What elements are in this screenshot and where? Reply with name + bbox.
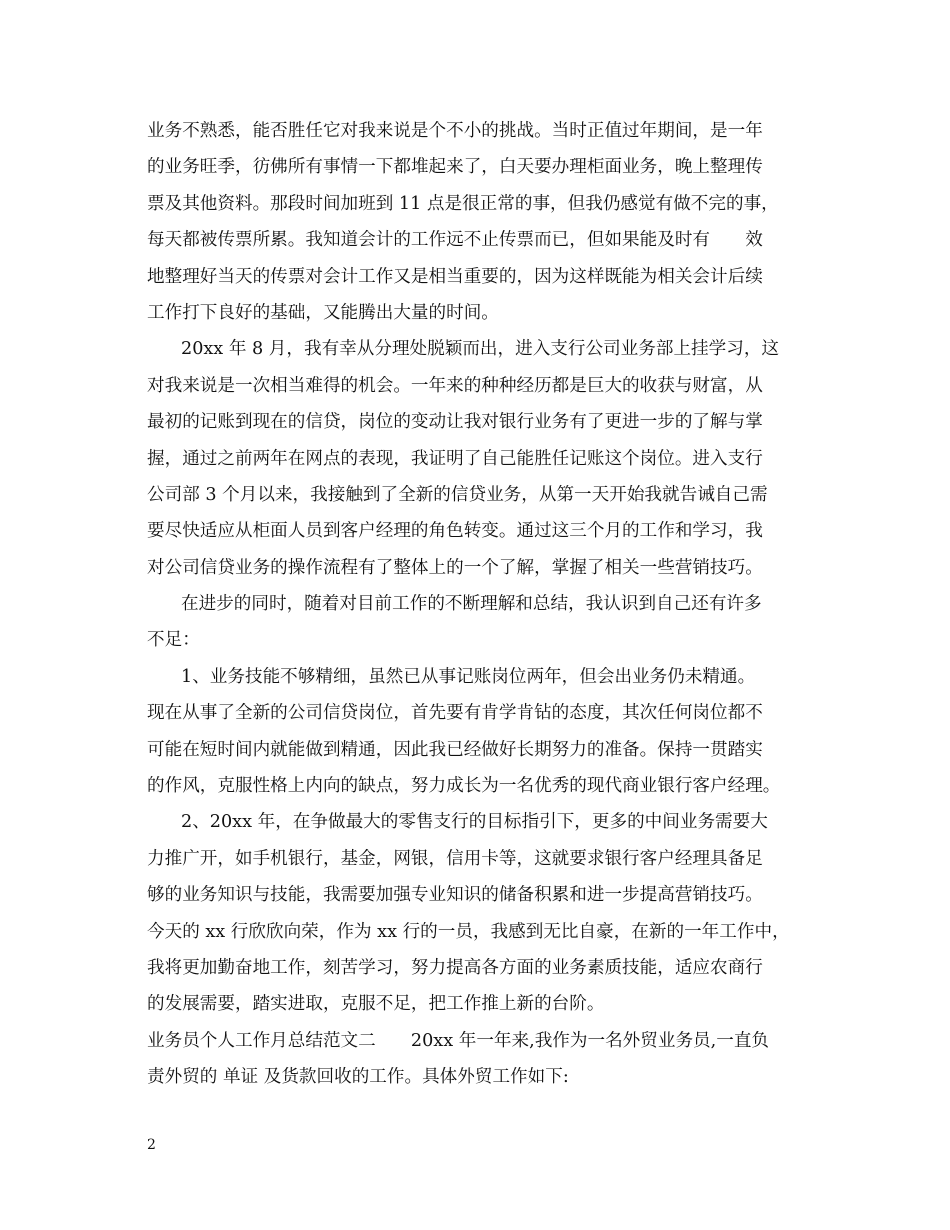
text-line: 的业务旺季，彷佛所有事情一下都堆起来了，白天要办理柜面业务，晚上整理传 bbox=[147, 157, 763, 178]
text-line: 的作风，克服性格上内向的缺点，努力成长为一名优秀的现代商业银行客户经理。 bbox=[147, 776, 781, 797]
text-line: 可能在短时间内就能做到精通，因此我已经做好长期努力的准备。保持一贯踏实 bbox=[147, 739, 763, 760]
text-line: 票及其他资料。那段时间加班到 11 点是很正常的事，但我仍感觉有做不完的事， bbox=[147, 193, 779, 214]
text-line: 力推广开，如手机银行，基金，网银，信用卡等，这就要求银行客户经理具备足 bbox=[147, 848, 763, 869]
text-line: 业务不熟悉，能否胜任它对我来说是个不小的挑战。当时正值过年期间，是一年 bbox=[147, 121, 763, 141]
text-line: 20xx 年 8 月，我有幸从分理处脱颖而出，进入支行公司业务部上挂学习，这 bbox=[181, 339, 780, 360]
text-line: 的发展需要，踏实进取，克服不足，把工作推上新的台阶。 bbox=[147, 994, 605, 1015]
text-line: 够的业务知识与技能，我需要加强专业知识的储备积累和进一步提高营销技巧。 bbox=[147, 885, 763, 906]
text-line: 握，通过之前两年在网点的表现，我证明了自己能胜任记账这个岗位。进入支行 bbox=[147, 448, 763, 469]
text-line: 最初的记账到现在的信贷，岗位的变动让我对银行业务有了更进一步的了解与掌 bbox=[147, 412, 763, 433]
text-line: 每天都被传票所累。我知道会计的工作远不止传票而已，但如果能及时有 效 bbox=[147, 230, 763, 251]
text-line: 公司部 3 个月以来，我接触到了全新的信贷业务，从第一天开始我就告诫自己需 bbox=[147, 484, 768, 505]
text-line: 现在从事了全新的公司信贷岗位，首先要有肯学肯钻的态度，其次任何岗位都不 bbox=[147, 703, 763, 724]
text-line: 地整理好当天的传票对会计工作又是相当重要的，因为这样既能为相关会计后续 bbox=[147, 266, 763, 287]
text-line: 在进步的同时，随着对目前工作的不断理解和总结，我认识到自己还有许多 bbox=[181, 594, 762, 615]
text-line: 不足： bbox=[147, 630, 200, 651]
body-text bbox=[147, 113, 807, 1096]
text-line: 2、20xx 年，在争做最大的零售支行的目标指引下，更多的中间业务需要大 bbox=[181, 812, 768, 833]
text-line: 1、业务技能不够精细，虽然已从事记账岗位两年，但会出业务仍未精通。 bbox=[181, 666, 756, 687]
page-number: 2 bbox=[147, 1137, 156, 1153]
text-line: 对公司信贷业务的操作流程有了整体上的一个了解，掌握了相关一些营销技巧。 bbox=[147, 557, 763, 578]
text-line: 要尽快适应从柜面人员到客户经理的角色转变。通过这三个月的工作和学习，我 bbox=[147, 521, 763, 542]
text-line: 我将更加勤奋地工作，刻苦学习，努力提高各方面的业务素质技能，适应农商行 bbox=[147, 957, 763, 978]
text-line: 工作打下良好的基础，又能腾出大量的时间。 bbox=[147, 302, 499, 323]
text-line: 业务员个人工作月总结范文二 20xx 年一年来,我作为一名外贸业务员,一直负 bbox=[147, 1030, 770, 1051]
text-line: 责外贸的 单证 及货款回收的工作。具体外贸工作如下: bbox=[147, 1067, 569, 1088]
text-line: 对我来说是一次相当难得的机会。一年来的种种经历都是巨大的收获与财富，从 bbox=[147, 375, 763, 396]
text-line: 今天的 xx 行欣欣向荣，作为 xx 行的一员，我感到无比自豪，在新的一年工作中， bbox=[147, 921, 790, 942]
